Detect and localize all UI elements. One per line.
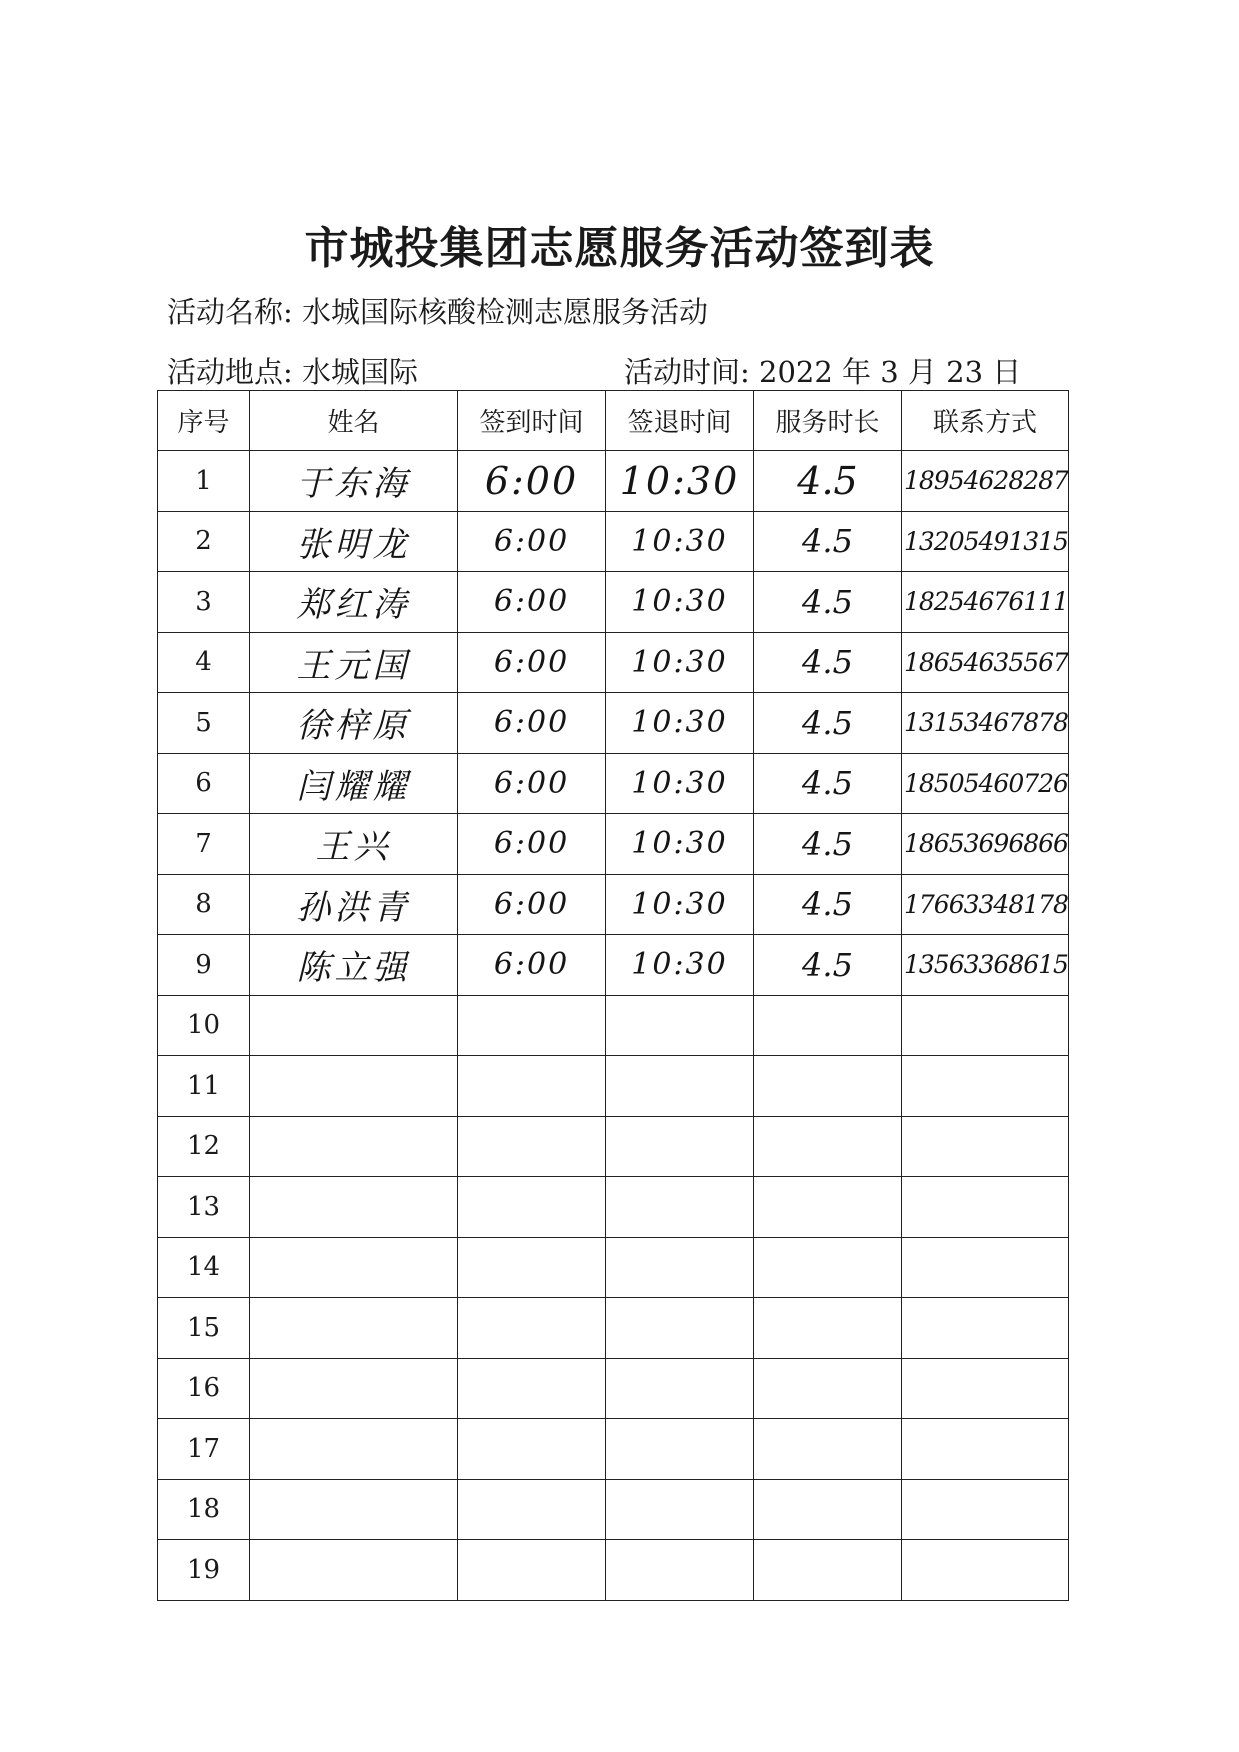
row-phone bbox=[902, 1237, 1069, 1298]
row-phone: 13563368615 bbox=[902, 935, 1069, 996]
activity-place-line bbox=[167, 350, 418, 391]
row-phone: 18653696866 bbox=[902, 814, 1069, 875]
row-name bbox=[250, 1479, 458, 1540]
row-phone bbox=[902, 1116, 1069, 1177]
row-sign-out: 10:30 bbox=[606, 693, 754, 754]
row-duration: 4.5 bbox=[754, 935, 902, 996]
row-duration: 4.5 bbox=[754, 572, 902, 633]
table-row bbox=[158, 935, 1069, 996]
row-sign-in bbox=[458, 1116, 606, 1177]
row-duration bbox=[754, 1056, 902, 1117]
row-sign-in: 6:00 bbox=[458, 814, 606, 875]
row-duration bbox=[754, 1237, 902, 1298]
row-phone: 18654635567 bbox=[902, 632, 1069, 693]
row-seq: 11 bbox=[158, 1056, 250, 1117]
row-name: 王元国 bbox=[250, 632, 458, 693]
row-duration bbox=[754, 1540, 902, 1601]
row-sign-in: 6:00 bbox=[458, 753, 606, 814]
row-name bbox=[250, 1358, 458, 1419]
table-row bbox=[158, 1358, 1069, 1419]
row-seq: 19 bbox=[158, 1540, 250, 1601]
row-name bbox=[250, 1237, 458, 1298]
table-row bbox=[158, 1479, 1069, 1540]
row-sign-in: 6:00 bbox=[458, 632, 606, 693]
row-sign-in: 6:00 bbox=[458, 572, 606, 633]
row-sign-out bbox=[606, 995, 754, 1056]
row-seq: 3 bbox=[158, 572, 250, 633]
row-seq: 1 bbox=[158, 451, 250, 512]
row-sign-out bbox=[606, 1177, 754, 1238]
row-sign-out bbox=[606, 1237, 754, 1298]
row-seq: 9 bbox=[158, 935, 250, 996]
row-phone: 18505460726 bbox=[902, 753, 1069, 814]
row-name bbox=[250, 1056, 458, 1117]
row-phone: 13153467878 bbox=[902, 693, 1069, 754]
row-duration: 4.5 bbox=[754, 511, 902, 572]
table-row bbox=[158, 511, 1069, 572]
row-name bbox=[250, 995, 458, 1056]
row-seq: 15 bbox=[158, 1298, 250, 1359]
row-phone: 18254676111 bbox=[902, 572, 1069, 633]
row-name: 郑红涛 bbox=[250, 572, 458, 633]
row-duration bbox=[754, 1419, 902, 1480]
table-row bbox=[158, 995, 1069, 1056]
row-phone: 13205491315 bbox=[902, 511, 1069, 572]
row-phone: 18954628287 bbox=[902, 451, 1069, 512]
row-sign-out: 10:30 bbox=[606, 632, 754, 693]
row-sign-out: 10:30 bbox=[606, 753, 754, 814]
row-duration bbox=[754, 1177, 902, 1238]
row-sign-in: 6:00 bbox=[458, 935, 606, 996]
row-sign-in: 6:00 bbox=[458, 693, 606, 754]
row-name bbox=[250, 1540, 458, 1601]
row-sign-out bbox=[606, 1540, 754, 1601]
row-duration: 4.5 bbox=[754, 693, 902, 754]
table-row bbox=[158, 1298, 1069, 1359]
table-row bbox=[158, 1419, 1069, 1480]
row-seq: 16 bbox=[158, 1358, 250, 1419]
row-seq: 10 bbox=[158, 995, 250, 1056]
row-sign-in: 6:00 bbox=[458, 874, 606, 935]
row-seq: 13 bbox=[158, 1177, 250, 1238]
row-duration bbox=[754, 1298, 902, 1359]
activity-time-value: 2022 年 3 月 23 日 bbox=[759, 355, 1022, 389]
row-sign-out: 10:30 bbox=[606, 874, 754, 935]
row-sign-out bbox=[606, 1358, 754, 1419]
row-phone bbox=[902, 1419, 1069, 1480]
row-duration bbox=[754, 1358, 902, 1419]
row-seq: 8 bbox=[158, 874, 250, 935]
table-row bbox=[158, 1056, 1069, 1117]
activity-place-value: 水城国际 bbox=[302, 355, 419, 389]
row-sign-in: 6:00 bbox=[458, 511, 606, 572]
row-name: 王兴 bbox=[250, 814, 458, 875]
sign-in-table bbox=[157, 390, 1069, 1601]
row-duration: 4.5 bbox=[754, 753, 902, 814]
row-sign-in: 6:00 bbox=[458, 451, 606, 512]
row-name: 闫耀耀 bbox=[250, 753, 458, 814]
table-row bbox=[158, 1237, 1069, 1298]
row-seq: 7 bbox=[158, 814, 250, 875]
row-sign-out bbox=[606, 1419, 754, 1480]
row-phone bbox=[902, 1177, 1069, 1238]
row-sign-in bbox=[458, 1358, 606, 1419]
row-duration bbox=[754, 1479, 902, 1540]
row-sign-out bbox=[606, 1116, 754, 1177]
row-duration: 4.5 bbox=[754, 451, 902, 512]
row-phone bbox=[902, 1540, 1069, 1601]
row-sign-out: 10:30 bbox=[606, 814, 754, 875]
row-seq: 14 bbox=[158, 1237, 250, 1298]
row-name bbox=[250, 1177, 458, 1238]
row-sign-in bbox=[458, 995, 606, 1056]
row-phone bbox=[902, 1298, 1069, 1359]
row-name bbox=[250, 1298, 458, 1359]
row-sign-in bbox=[458, 1419, 606, 1480]
table-row bbox=[158, 451, 1069, 512]
row-sign-in bbox=[458, 1237, 606, 1298]
row-name: 陈立强 bbox=[250, 935, 458, 996]
row-phone bbox=[902, 1358, 1069, 1419]
row-name: 徐梓原 bbox=[250, 693, 458, 754]
sheet-title: 市城投集团志愿服务活动签到表 bbox=[304, 223, 935, 274]
row-duration: 4.5 bbox=[754, 874, 902, 935]
row-sign-out: 10:30 bbox=[606, 572, 754, 633]
header-sign-in-time: 签到时间 bbox=[458, 391, 606, 451]
header-name: 姓名 bbox=[250, 391, 458, 451]
table-row bbox=[158, 1116, 1069, 1177]
row-name bbox=[250, 1116, 458, 1177]
table-header-row bbox=[158, 391, 1069, 451]
header-sign-out-time: 签退时间 bbox=[606, 391, 754, 451]
row-duration bbox=[754, 1116, 902, 1177]
row-seq: 6 bbox=[158, 753, 250, 814]
row-sign-in bbox=[458, 1298, 606, 1359]
activity-place-label: 活动地点: bbox=[167, 355, 293, 389]
header-seq: 序号 bbox=[158, 391, 250, 451]
table-row bbox=[158, 753, 1069, 814]
table-row bbox=[158, 632, 1069, 693]
row-phone: 17663348178 bbox=[902, 874, 1069, 935]
row-seq: 17 bbox=[158, 1419, 250, 1480]
row-sign-out: 10:30 bbox=[606, 511, 754, 572]
row-sign-in bbox=[458, 1177, 606, 1238]
row-phone bbox=[902, 995, 1069, 1056]
row-seq: 12 bbox=[158, 1116, 250, 1177]
row-duration: 4.5 bbox=[754, 814, 902, 875]
activity-name-value: 水城国际核酸检测志愿服务活动 bbox=[302, 295, 709, 329]
activity-time-line bbox=[624, 350, 1021, 391]
row-name: 张明龙 bbox=[250, 511, 458, 572]
activity-time-label: 活动时间: bbox=[624, 355, 750, 389]
row-sign-in bbox=[458, 1479, 606, 1540]
row-duration: 4.5 bbox=[754, 632, 902, 693]
table-row bbox=[158, 572, 1069, 633]
row-phone bbox=[902, 1479, 1069, 1540]
header-service-duration: 服务时长 bbox=[754, 391, 902, 451]
table-row bbox=[158, 1177, 1069, 1238]
row-sign-out bbox=[606, 1056, 754, 1117]
row-sign-out: 10:30 bbox=[606, 935, 754, 996]
row-name: 于东海 bbox=[250, 451, 458, 512]
row-duration bbox=[754, 995, 902, 1056]
row-seq: 2 bbox=[158, 511, 250, 572]
row-sign-in bbox=[458, 1540, 606, 1601]
table-row bbox=[158, 693, 1069, 754]
row-sign-out bbox=[606, 1298, 754, 1359]
table-row bbox=[158, 814, 1069, 875]
row-seq: 5 bbox=[158, 693, 250, 754]
row-name bbox=[250, 1419, 458, 1480]
header-contact: 联系方式 bbox=[902, 391, 1069, 451]
row-seq: 18 bbox=[158, 1479, 250, 1540]
activity-name-label: 活动名称: bbox=[167, 295, 293, 329]
row-sign-out: 10:30 bbox=[606, 451, 754, 512]
row-sign-out bbox=[606, 1479, 754, 1540]
row-name: 孙洪青 bbox=[250, 874, 458, 935]
row-seq: 4 bbox=[158, 632, 250, 693]
row-sign-in bbox=[458, 1056, 606, 1117]
table-row bbox=[158, 874, 1069, 935]
row-phone bbox=[902, 1056, 1069, 1117]
activity-name-line bbox=[167, 290, 708, 331]
table-row bbox=[158, 1540, 1069, 1601]
